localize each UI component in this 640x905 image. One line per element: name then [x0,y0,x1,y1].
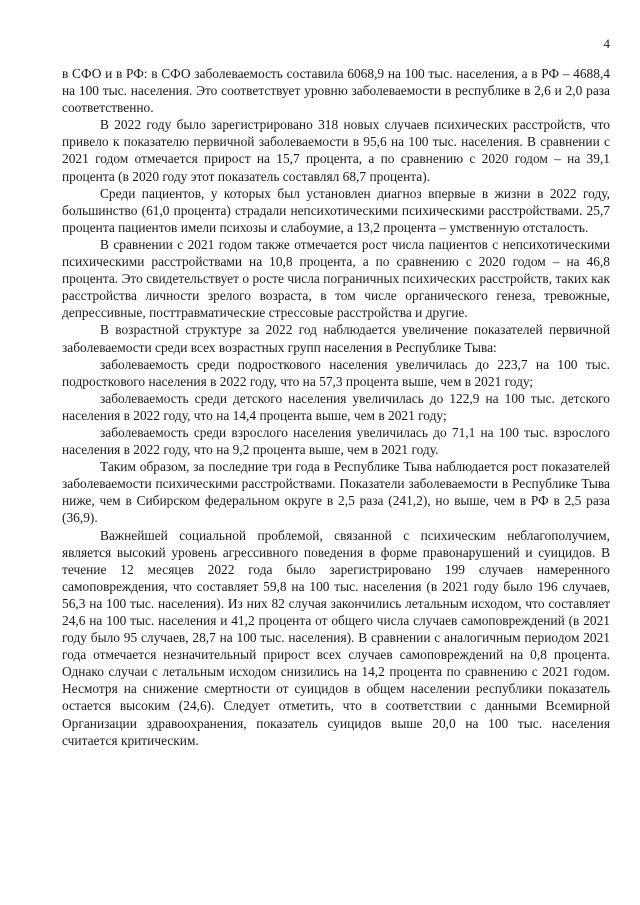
page-number: 4 [603,36,610,51]
paragraph: Среди пациентов, у которых был установлен диагноз впервые в жизни в 2022 году, большинство (61,0 процента) страдали непсихотическими психическими расстройствами. 25,7 процента пациентов имели психозы и слабоумие, а 13,2 процента – умственную отсталость. [62,185,610,235]
paragraph: В 2022 году было зарегистрировано 318 новых случаев психических расстройств, что привело к показателю первичной заболеваемости в 95,6 на 100 тыс. населения. В сравнении с 2021 годом отмечается прирост на 15,7 процента, а по сравнению с 2020 годом – на 39,1 процента (в 2020 году этот показатель составлял 68,7 процента). [62,117,610,184]
paragraph: Таким образом, за последние три года в Республике Тыва наблюдается рост показателей заболеваемости психическими расстройствами. Показатели заболеваемости в Республике Тыва ниже, чем в Сибирском федеральном округе в 2,5 раза (241,2), но выше, чем в РФ в 2,5 раза (36,9). [62,459,610,526]
document-body [62,65,610,749]
list-item: заболеваемость среди подросткового населения увеличилась до 223,7 на 100 тыс. подросткового населения в 2022 году, что на 57,3 процента выше, чем в 2021 году; [62,356,610,389]
paragraph: В сравнении с 2021 годом также отмечается рост числа пациентов с непсихотическими психическими расстройствами на 10,8 процента, а по сравнению с 2020 годом – на 46,8 процента. Это свидетельствует о росте числа пограничных психических расстройств, таких как расстройства личности зрелого возраста, в том числе органического генеза, тревожные, депрессивные, посттравматические стрессовые расстройства и другие. [62,236,610,321]
paragraph: В возрастной структуре за 2022 год наблюдается увеличение показателей первичной заболеваемости среди всех возрастных групп населения в Республике Тыва: [62,322,610,355]
list-item: заболеваемость среди детского населения увеличилась до 122,9 на 100 тыс. детского населения в 2022 году, что на 14,4 процента выше, чем в 2021 году; [62,390,610,423]
paragraph: Важнейшей социальной проблемой, связанной с психическим неблагополучием, является высокий уровень агрессивного поведения в форме правонарушений и суицидов. В течение 12 месяцев 2022 года было зарегистрировано 199 случаев намеренного самоповреждения, что составляет 59,8 на 100 тыс. населения (в 2021 году было 196 случаев, 56,3 на 100 тыс. населения). Из них 82 случая закончились летальным исходом, что составляет 24,6 на 100 тыс. населения и 41,2 процента от общего числа случаев самоповреждений (в 2021 году было 95 случаев, 28,7 на 100 тыс. населения). В сравнении с аналогичным периодом 2021 года отмечается незначительный прирост всех случаев самоповреждений на 0,8 процента. Однако случаи с летальным исходом снизились на 14,2 процента по сравнению с 2021 годом. Несмотря на снижение смертности от суицидов в общем населении республики показатель остается высоким (24,6). Следует отметить, что в соответствии с данными Всемирной Организации здравоохранения, показатель суицидов выше 20,0 на 100 тыс. населения считается критическим. [62,527,610,748]
paragraph: в СФО и в РФ: в СФО заболеваемость составила 6068,9 на 100 тыс. населения, а в РФ – 4688,4 на 100 тыс. населения. Это соответствует уровню заболеваемости в республике в 2,6 и 2,0 раза соответственно. [62,66,610,116]
list-item: заболеваемость среди взрослого населения увеличилась до 71,1 на 100 тыс. взрослого населения в 2022 году, что на 9,2 процента выше, чем в 2021 году. [62,424,610,458]
